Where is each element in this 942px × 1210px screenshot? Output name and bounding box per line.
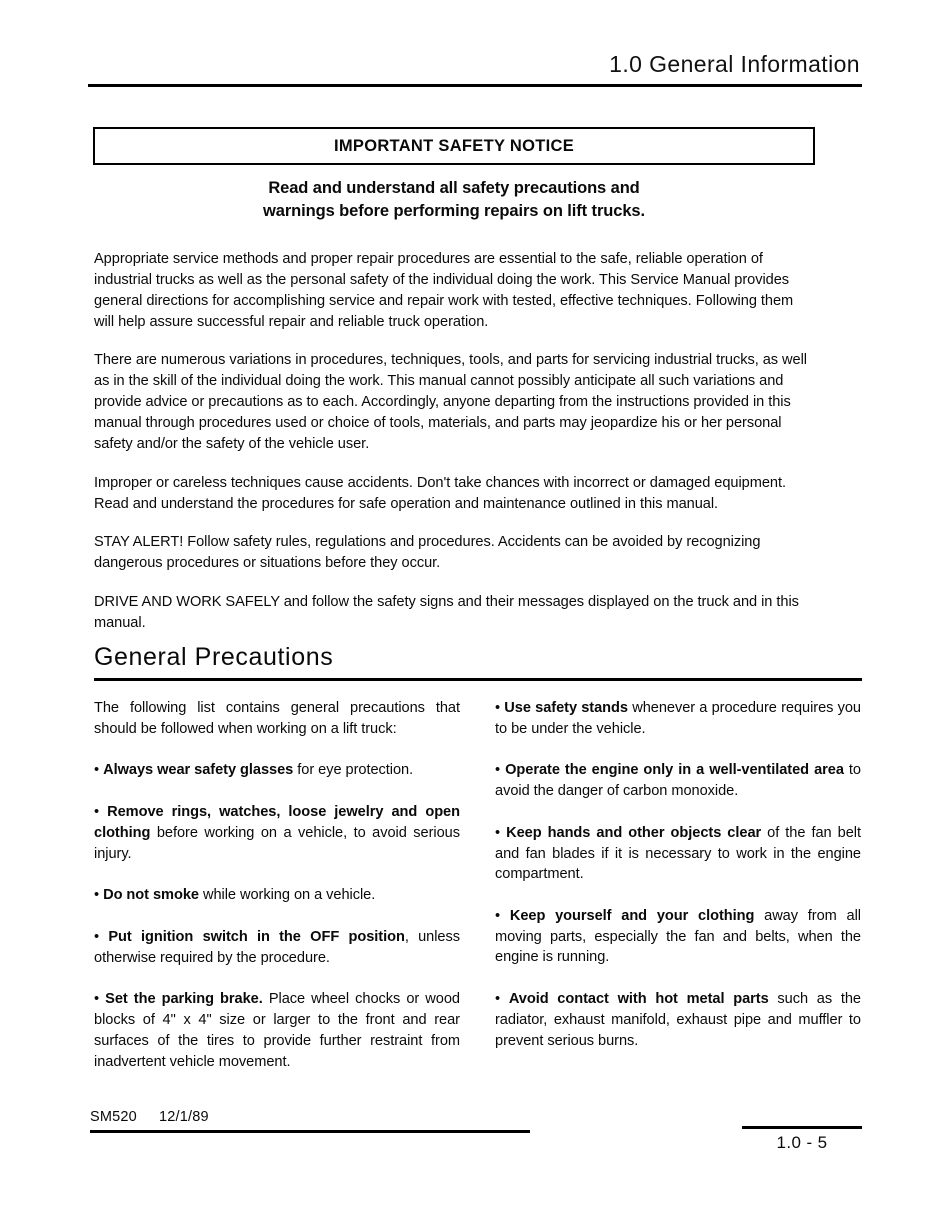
list-item-lead-in: Keep yourself and your clothing [509, 908, 755, 925]
header-rule [88, 84, 862, 87]
intro-paragraph: STAY ALERT! Follow safety rules, regulations and procedures. Accidents can be avoided by recognizing dangerous procedures or situations before they occur. [94, 534, 761, 572]
list-item [495, 906, 861, 968]
footer-manual-info [90, 1109, 530, 1130]
footer-manual-code: SM520 [90, 1109, 137, 1125]
list-item-text: while working on a vehicle. [198, 887, 376, 904]
notice-subtitle-line-1: Read and understand all safety precautions and [268, 179, 640, 197]
list-item-text: to avoid the danger of carbon monoxide. [495, 762, 861, 800]
list-item [495, 989, 861, 1051]
list-item-text: away from all moving parts, especially the fan and belts, when the engine is running. [495, 908, 861, 966]
bullet-glyph: • [94, 762, 100, 779]
list-item-lead-in: Do not smoke [103, 887, 199, 904]
list-item [94, 885, 460, 906]
section-rule [94, 678, 862, 681]
bullet-glyph: • [495, 824, 501, 841]
footer-date: 12/1/89 [158, 1109, 209, 1125]
list-item-lead-in: Set the parking brake. [105, 991, 263, 1008]
list-item-text: whenever a procedure requires you to be under the vehicle. [495, 700, 861, 737]
page-title: 1.0 General Information [609, 51, 860, 77]
list-item-text: for eye protection. [293, 762, 414, 779]
section-title: General Precautions [94, 643, 334, 671]
bullet-glyph: • [94, 929, 100, 946]
bullet-glyph: • [495, 991, 501, 1008]
list-item [94, 989, 460, 1072]
intro-paragraph: Improper or careless techniques cause accidents. Don't take chances with incorrect or damaged equipment. Read and understand the procedures for safe operation and maintenance outlined in this manual. [94, 474, 786, 512]
list-item [495, 823, 861, 885]
footer-right [742, 1126, 862, 1153]
notice-title: IMPORTANT SAFETY NOTICE [333, 136, 575, 155]
list-item-lead-in: Keep hands and other objects clear [506, 824, 762, 841]
list-item [94, 802, 460, 864]
list-item-lead-in: Operate the engine only in a well-ventilated area [505, 762, 844, 779]
precautions-columns [94, 698, 862, 1072]
list-item-text: such as the radiator, exhaust manifold, exhaust pipe and muffler to prevent serious burns. [495, 991, 861, 1049]
list-item-text: , unless otherwise required by the procedure. [94, 929, 460, 966]
list-item [94, 927, 460, 968]
page-number-rule [742, 1126, 862, 1129]
page-header [88, 52, 862, 87]
list-item [495, 760, 861, 801]
intro-paragraph: DRIVE AND WORK SAFELY and follow the safety signs and their messages displayed on the truck and in this manual. [94, 594, 799, 632]
footer-left [90, 1109, 530, 1133]
list-item [94, 760, 460, 781]
bullet-glyph: • [94, 991, 100, 1008]
list-item-text: before working on a vehicle, to avoid serious injury. [94, 824, 460, 862]
precautions-intro: The following list contains general precautions that should be followed when working on a lift truck: [94, 700, 460, 737]
bullet-glyph: • [495, 700, 501, 716]
bullet-glyph: • [495, 908, 501, 925]
list-item-text: Place wheel chocks or wood blocks of 4" x 4" size or larger to the front and rear surfaces of the tires to provide further restraint from inadvertent vehicle movement. [94, 991, 460, 1070]
footer-rule [90, 1130, 530, 1133]
precautions-left-column [94, 698, 460, 1072]
bullet-glyph: • [94, 804, 100, 821]
list-item-lead-in: Use safety stands [504, 700, 628, 716]
important-safety-notice-box [93, 127, 815, 165]
intro-paragraph: Appropriate service methods and proper repair procedures are essential to the safe, reliable operation of industrial trucks as well as the personal safety of the individual doing the work. This Service Manual provides general directions for accomplishing service and repair work with tested, effective techniques. Following them will help assure successful repair and reliable truck operation. [94, 251, 794, 330]
precautions-right-column [495, 698, 861, 1072]
page-number: 1.0 - 5 [776, 1133, 828, 1152]
list-item-lead-in: Remove rings, watches, loose jewelry and open clothing [94, 804, 460, 841]
list-item-lead-in: Put ignition switch in the OFF position [108, 929, 405, 946]
notice-subtitle [93, 177, 815, 224]
list-item-lead-in: Always wear safety glasses [103, 762, 294, 779]
list-item [495, 698, 861, 739]
intro-paragraph: There are numerous variations in procedures, techniques, tools, and parts for servicing industrial trucks, as well as in the skill of the individual doing the work. This manual cannot possibly anticipate all such variations and provide advice or precautions as to each. Accordingly, anyone departing from the instructions provided in this manual through procedures used or choice of tools, materials, and parts may jeopardize his or her personal safety and/or the safety of the vehicle user. [94, 352, 807, 452]
general-precautions-section-header [94, 643, 862, 681]
bullet-glyph: • [495, 762, 501, 779]
bullet-glyph: • [94, 887, 100, 904]
notice-subtitle-line-2: warnings before performing repairs on lift trucks. [263, 202, 645, 221]
list-item-lead-in: Avoid contact with hot metal parts [508, 991, 769, 1008]
intro-body [94, 249, 809, 634]
list-item-text: of the fan belt and fan blades if it is necessary to work in the engine compartment. [495, 824, 861, 883]
